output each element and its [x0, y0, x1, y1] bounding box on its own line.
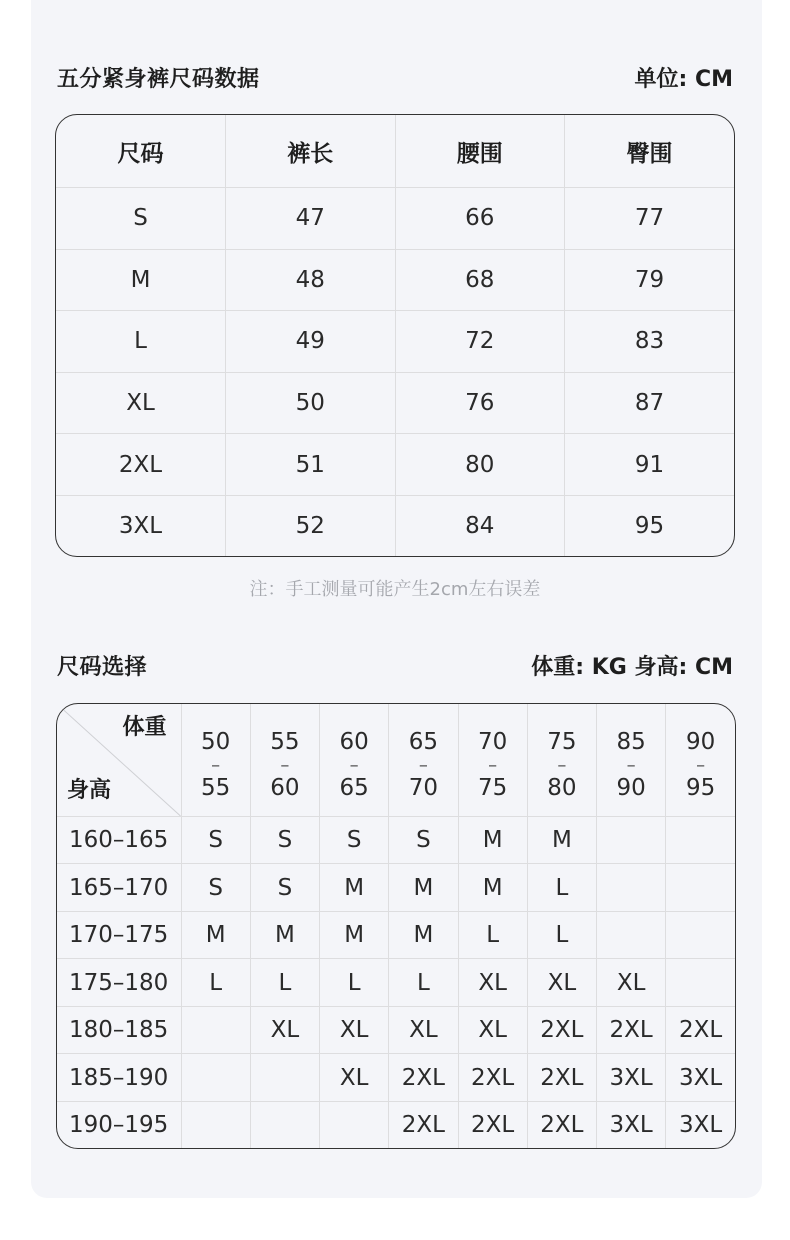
recommended-size-cell: S	[181, 864, 250, 911]
recommended-size-cell: XL	[320, 1054, 389, 1101]
recommended-size-cell: 3XL	[679, 1111, 723, 1138]
recommended-size-cell: S	[389, 817, 458, 864]
height-range-cell: 170–175	[57, 911, 181, 958]
recommended-size-cell: L	[250, 959, 319, 1006]
weight-range-header	[458, 704, 527, 817]
selection-row	[57, 911, 735, 958]
recommended-size-cell: M	[458, 817, 527, 864]
recommended-size-cell	[666, 959, 735, 1006]
header-hip: 臀围	[565, 115, 735, 188]
size-label-cell: XL	[56, 372, 226, 434]
size-table-row	[56, 495, 734, 556]
weight-max: 75	[477, 774, 508, 801]
measurement-cell: 51	[226, 434, 396, 496]
measurement-cell: 50	[226, 372, 396, 434]
weight-min: 65	[408, 728, 439, 755]
weight-max: 65	[339, 774, 369, 801]
recommended-size-cell	[181, 1006, 250, 1053]
recommended-size-cell: XL	[320, 1006, 389, 1053]
weight-range-header	[389, 704, 458, 817]
recommended-size-cell: XL	[458, 1006, 527, 1053]
selection-row	[57, 1054, 735, 1101]
selection-table-unit: 体重: KG 身高: CM	[531, 655, 733, 680]
recommended-size-cell: L	[320, 959, 389, 1006]
range-dash: –	[557, 754, 567, 776]
weight-min: 50	[200, 728, 231, 755]
measurement-note: 注：手工测量可能产生2cm左右误差	[249, 579, 541, 600]
recommended-size-cell: XL	[527, 959, 596, 1006]
height-range-cell: 175–180	[57, 959, 181, 1006]
selection-row	[57, 959, 735, 1006]
measurement-cell: 91	[565, 434, 735, 496]
recommended-size-cell	[181, 1054, 250, 1101]
range-dash: –	[488, 754, 498, 776]
recommended-size-cell: M	[250, 911, 319, 958]
recommended-size-cell: L	[527, 864, 596, 911]
recommended-size-cell	[597, 817, 666, 864]
recommended-size-cell: 2XL	[458, 1101, 527, 1148]
height-range-cell: 165–170	[57, 864, 181, 911]
recommended-size-cell: 2XL	[527, 1101, 596, 1148]
recommended-size-cell: M	[320, 864, 389, 911]
measurement-cell: 87	[565, 372, 735, 434]
recommended-size-cell: 2XL	[597, 1006, 666, 1053]
size-label-cell: S	[56, 188, 226, 250]
recommended-size-cell: M	[389, 911, 458, 958]
size-data-table	[55, 114, 735, 557]
size-table-header-row	[56, 115, 734, 188]
height-range-cell: 185–190	[57, 1054, 181, 1101]
selection-row	[57, 1006, 735, 1053]
recommended-size-cell: 2XL	[389, 1054, 458, 1101]
weight-max: 55	[200, 774, 231, 801]
recommended-size-cell: M	[458, 864, 527, 911]
recommended-size-cell: L	[181, 959, 250, 1006]
corner-weight-label: 体重	[122, 715, 167, 740]
height-range-cell: 180–185	[57, 1006, 181, 1053]
selection-row	[57, 817, 735, 864]
recommended-size-cell: 2XL	[527, 1054, 596, 1101]
size-label-cell: M	[56, 249, 226, 311]
recommended-size-cell	[597, 911, 666, 958]
range-dash: –	[349, 754, 359, 776]
weight-max: 70	[408, 774, 439, 801]
measurement-cell: 83	[565, 311, 735, 373]
measurement-cell: 52	[226, 495, 396, 556]
recommended-size-cell	[250, 1054, 319, 1101]
range-dash: –	[211, 754, 221, 776]
measurement-cell: 77	[565, 188, 735, 250]
measurement-cell: 84	[395, 495, 565, 556]
recommended-size-cell: XL	[597, 959, 666, 1006]
weight-range-header	[666, 704, 735, 817]
recommended-size-cell: L	[389, 959, 458, 1006]
height-range-cell: 160–165	[57, 817, 181, 864]
recommended-size-cell	[666, 911, 735, 958]
recommended-size-cell: 3XL	[666, 1054, 735, 1101]
recommended-size-cell: M	[389, 864, 458, 911]
recommended-size-cell: 2XL	[666, 1006, 735, 1053]
recommended-size-cell: 2XL	[527, 1006, 596, 1053]
weight-range-header	[320, 704, 389, 817]
header-waist: 腰围	[395, 115, 565, 188]
measurement-cell: 79	[565, 249, 735, 311]
weight-min: 90	[685, 728, 716, 755]
range-dash: –	[696, 754, 706, 776]
size-table-row	[56, 311, 734, 373]
weight-max: 60	[270, 774, 300, 801]
recommended-size-cell: M	[320, 911, 389, 958]
recommended-size-cell: S	[320, 817, 389, 864]
range-dash: –	[418, 754, 428, 776]
weight-max: 80	[547, 774, 577, 801]
weight-range-header	[250, 704, 319, 817]
recommended-size-cell	[666, 817, 735, 864]
recommended-size-cell: 2XL	[458, 1054, 527, 1101]
size-table-title: 五分紧身裤尺码数据	[57, 67, 260, 92]
corner-header-cell	[57, 704, 181, 817]
recommended-size-cell	[597, 864, 666, 911]
measurement-cell: 48	[226, 249, 396, 311]
recommended-size-cell: M	[181, 911, 250, 958]
recommended-size-cell	[250, 1101, 319, 1148]
recommended-size-cell: L	[458, 911, 527, 958]
size-label-cell: L	[56, 311, 226, 373]
measurement-cell: 80	[395, 434, 565, 496]
height-range-cell: 190–195	[57, 1101, 181, 1148]
measurement-cell: 76	[395, 372, 565, 434]
size-table-unit: 单位: CM	[634, 67, 733, 92]
measurement-cell: 72	[395, 311, 565, 373]
measurement-cell: 66	[395, 188, 565, 250]
weight-min: 75	[547, 728, 577, 755]
selection-header-row	[57, 704, 735, 817]
recommended-size-cell: XL	[458, 959, 527, 1006]
selection-table-title: 尺码选择	[57, 655, 148, 680]
size-selection-table	[56, 703, 736, 1149]
range-dash: –	[280, 754, 290, 776]
recommended-size-cell	[181, 1101, 250, 1148]
recommended-size-cell: S	[181, 817, 250, 864]
selection-row	[57, 1101, 735, 1148]
size-label-cell: 3XL	[56, 495, 226, 556]
weight-min: 85	[616, 728, 646, 755]
size-table-row	[56, 434, 734, 496]
weight-max: 90	[616, 774, 646, 801]
selection-row	[57, 864, 735, 911]
size-table-row	[56, 372, 734, 434]
recommended-size-cell: 3XL	[597, 1101, 666, 1148]
measurement-cell: 49	[226, 311, 396, 373]
header-pants-length: 裤长	[226, 115, 396, 188]
recommended-size-cell: L	[527, 911, 596, 958]
measurement-cell: 47	[226, 188, 396, 250]
recommended-size-cell	[666, 864, 735, 911]
weight-max: 95	[685, 774, 716, 801]
recommended-size-cell: S	[250, 817, 319, 864]
weight-range-header	[527, 704, 596, 817]
size-table-row	[56, 188, 734, 250]
size-table-row	[56, 249, 734, 311]
size-label-cell: 2XL	[56, 434, 226, 496]
recommended-size-cell: XL	[250, 1006, 319, 1053]
recommended-size-cell: 3XL	[597, 1054, 666, 1101]
weight-min: 60	[339, 728, 369, 755]
weight-min: 55	[270, 728, 300, 755]
corner-height-label: 身高	[67, 778, 112, 803]
recommended-size-cell: 2XL	[389, 1101, 458, 1148]
weight-range-header	[597, 704, 666, 817]
recommended-size-cell: XL	[389, 1006, 458, 1053]
recommended-size-cell: M	[527, 817, 596, 864]
header-size: 尺码	[56, 115, 226, 188]
range-dash: –	[626, 754, 636, 776]
measurement-cell: 68	[395, 249, 565, 311]
recommended-size-cell	[320, 1101, 389, 1148]
measurement-cell: 95	[634, 512, 665, 539]
weight-min: 70	[477, 728, 508, 755]
recommended-size-cell: S	[250, 864, 319, 911]
weight-range-header	[181, 704, 250, 817]
